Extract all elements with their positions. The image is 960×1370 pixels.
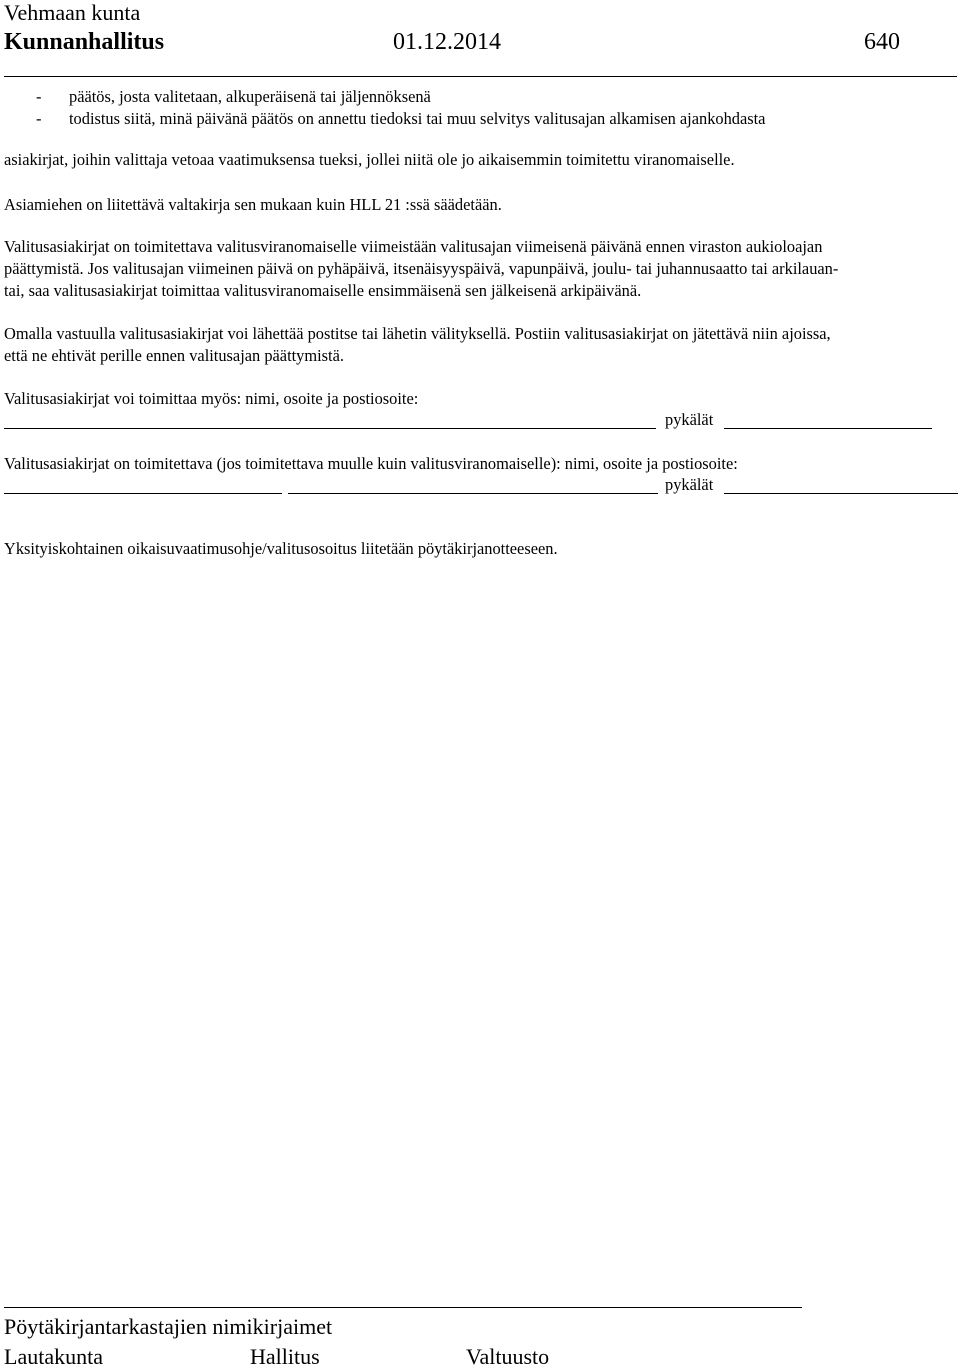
paragraph-deadline-line: päättymistä. Jos valitusajan viimeinen päivä on pyhäpäivä, itsenäisyyspäivä, vapunpäivä, joulu- tai juhannusaatto tai arkilauan-: [4, 259, 839, 278]
paragraph-delivery-line: että ne ehtivät perille ennen valitusajan päättymistä.: [4, 346, 344, 365]
paragraph-documents: asiakirjat, joihin valittaja vetoaa vaatimuksensa tueksi, jollei niitä ole jo aikaisemmin toimitettu viranomaiselle.: [4, 150, 735, 169]
footer-divider: [4, 1307, 802, 1308]
footer-body-council: Valtuusto: [466, 1344, 550, 1369]
paragraph-alternative-recipient: Valitusasiakirjat voi toimittaa myös: nimi, osoite ja postiosoite:: [4, 389, 419, 408]
address-fill-line[interactable]: [288, 493, 658, 494]
list-item: päätös, josta valitetaan, alkuperäisenä tai jäljennöksenä: [69, 87, 431, 106]
address-fill-line[interactable]: [4, 428, 656, 429]
header-divider: [4, 76, 957, 77]
signatures-label: Pöytäkirjantarkastajien nimikirjaimet: [4, 1314, 333, 1339]
name-fill-line[interactable]: [4, 493, 282, 494]
paragraph-other-recipient: Valitusasiakirjat on toimitettava (jos toimitettava muulle kuin valitusviranomaiselle): nimi, osoite ja postiosoite:: [4, 454, 738, 473]
footer-body-board: Lautakunta: [4, 1344, 103, 1369]
paragraph-delivery-line: Omalla vastuulla valitusasiakirjat voi lähettää postitse tai lähetin välityksellä. Postiin valitusasiakirjat on jätettävä niin ajoissa,: [4, 324, 831, 343]
list-bullet: -: [36, 109, 42, 128]
list-bullet: -: [36, 87, 42, 106]
sections-label: pykälät: [665, 410, 714, 429]
sections-fill-line[interactable]: [724, 493, 958, 494]
paragraph-deadline-line: tai, saa valitusasiakirjat toimittaa valitusviranomaiselle ensimmäisenä sen jälkeisenä arkipäivänä.: [4, 281, 642, 300]
page-number: 640: [864, 29, 900, 55]
meeting-date: 01.12.2014: [393, 29, 501, 55]
governing-body-title: Kunnanhallitus: [4, 29, 165, 55]
sections-label: pykälät: [665, 475, 714, 494]
paragraph-power-of-attorney: Asiamiehen on liitettävä valtakirja sen mukaan kuin HLL 21 :ssä säädetään.: [4, 195, 502, 214]
list-item: todistus siitä, minä päivänä päätös on annettu tiedoksi tai muu selvitys valitusajan alkamisen ajankohdasta: [69, 109, 766, 128]
organization-name: Vehmaan kunta: [4, 0, 141, 25]
sections-fill-line[interactable]: [724, 428, 932, 429]
paragraph-deadline-line: Valitusasiakirjat on toimitettava valitusviranomaiselle viimeistään valitusajan viimeisenä päivänä ennen viraston aukioloajan: [4, 237, 823, 256]
paragraph-attachment-note: Yksityiskohtainen oikaisuvaatimusohje/valitusosoitus liitetään pöytäkirjanotteeseen.: [4, 539, 558, 558]
footer-body-government: Hallitus: [250, 1344, 320, 1369]
